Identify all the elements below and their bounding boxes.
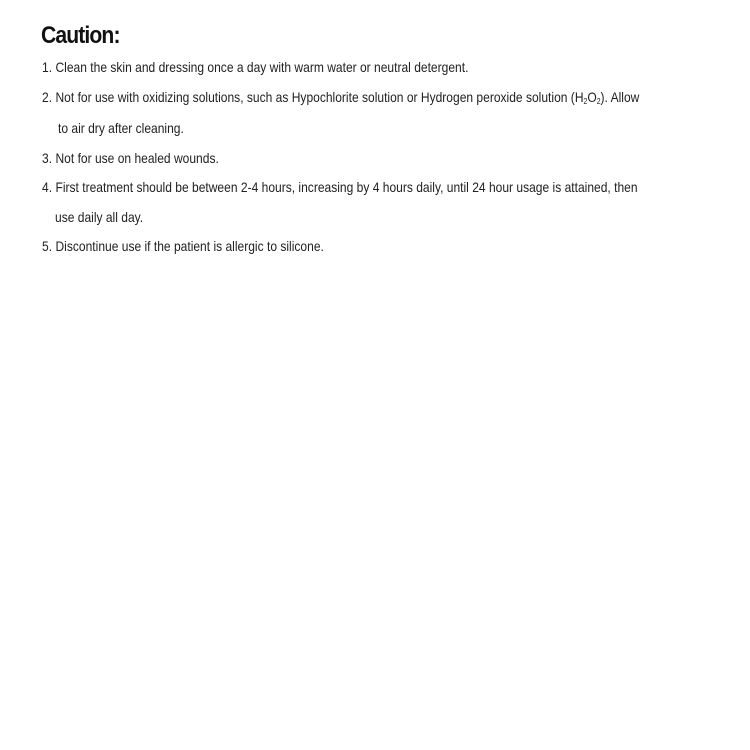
caution-item-2 [42, 88, 639, 106]
item-number: 1. [42, 59, 53, 75]
item-number: 5. [42, 238, 53, 254]
subscript-2: 2 [596, 97, 601, 106]
item-number: 4. [42, 179, 53, 195]
caution-item-1 [42, 58, 468, 76]
item-text: Discontinue use if the patient is allergic to silicone. [55, 238, 324, 254]
item-number: 3. [42, 150, 53, 166]
subscript-2: 2 [583, 97, 588, 106]
item-text: Clean the skin and dressing once a day with warm water or neutral detergent. [55, 59, 469, 75]
caution-item-5 [42, 237, 324, 255]
caution-heading: Caution: [41, 22, 120, 49]
caution-item-3 [42, 149, 219, 167]
caution-item-4 [42, 178, 638, 196]
caution-item-4-continuation: use daily all day. [55, 209, 144, 225]
item-number: 2. [42, 89, 53, 105]
item-text-oxygen: O [587, 89, 597, 105]
item-text: First treatment should be between 2-4 hours, increasing by 4 hours daily, until 24 hour usage is attained, then [55, 179, 638, 195]
item-text: Not for use with oxidizing solutions, such as Hypochlorite solution or Hydrogen peroxide solution (H [55, 89, 584, 105]
caution-item-2-continuation: to air dry after cleaning. [58, 120, 184, 136]
item-text: Not for use on healed wounds. [55, 150, 219, 166]
item-text-end: ). Allow [600, 89, 640, 105]
